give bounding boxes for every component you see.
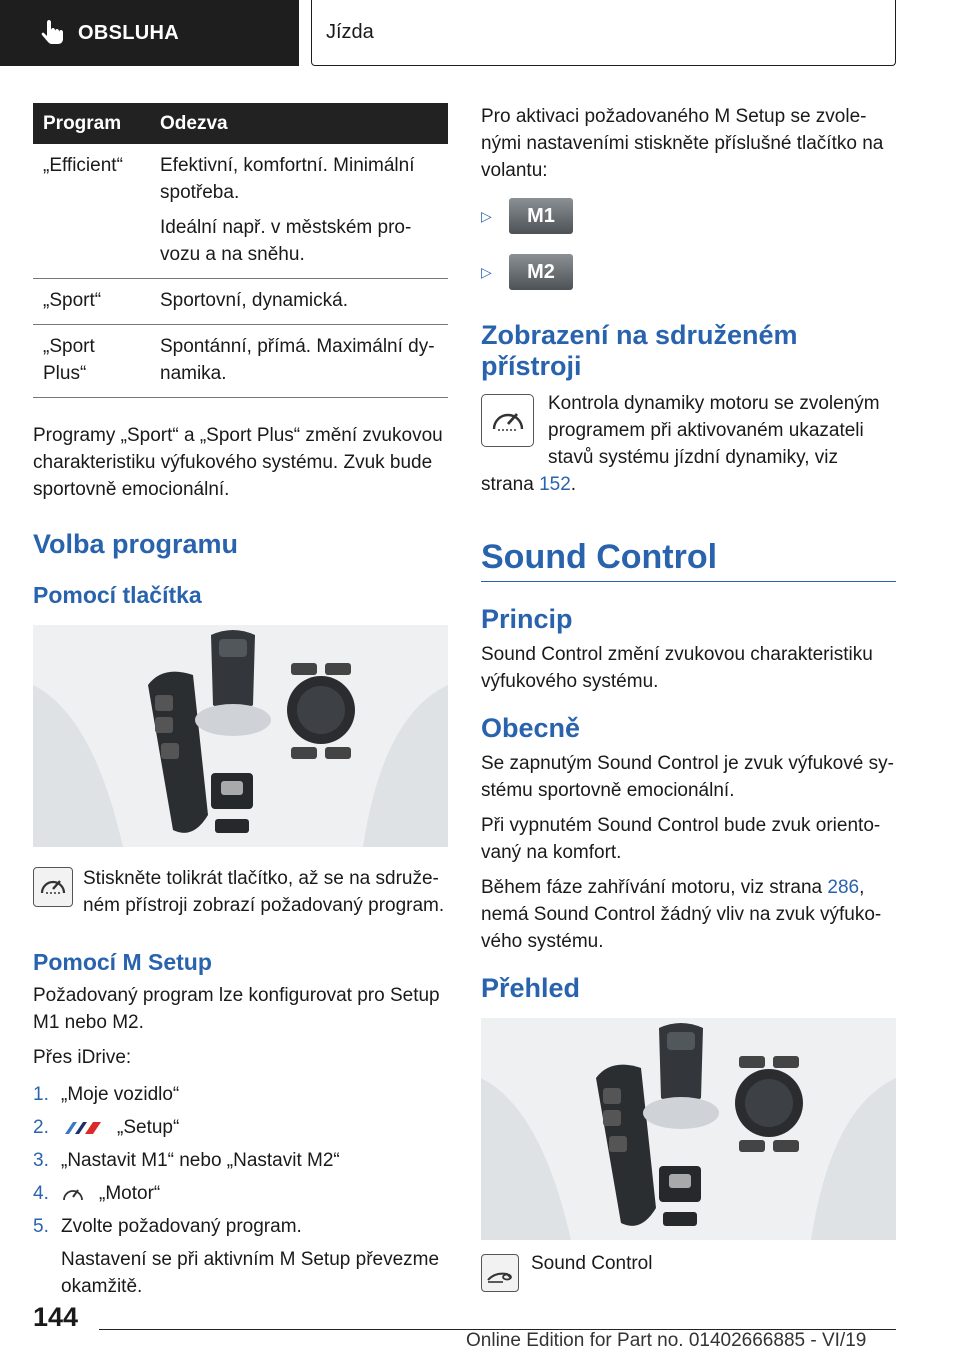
- list-item: [33, 1180, 448, 1207]
- response-text: Sportovní, dynamická.: [160, 290, 348, 311]
- button-note-text: Stiskněte tolikrát tlačítko, až se na sdruže- ném přístroji zobrazí požadovaný program.: [83, 868, 445, 916]
- sound-control-heading-block: [481, 538, 896, 582]
- m2-button-icon: [509, 254, 573, 290]
- response-text: Spontánní, přímá. Maximální dy- namika.: [160, 336, 435, 384]
- heading-overview: Přehled: [481, 973, 581, 1003]
- center-console-illustration: [481, 1018, 896, 1240]
- note-box: [481, 394, 534, 447]
- response-cell: [150, 325, 448, 398]
- right-column: [481, 103, 896, 1292]
- center-console-illustration: [33, 625, 448, 847]
- dynamic-gauge-icon: [488, 401, 528, 441]
- m2-label: M2: [527, 260, 555, 283]
- cluster-display-note: [481, 394, 896, 471]
- general-text-1: Se zapnutým Sound Control je zvuk výfukové sy- stému sportovně emocionální.: [481, 753, 894, 801]
- sound-control-icon: [485, 1258, 515, 1288]
- program-cell: „Sport“: [33, 279, 150, 325]
- note-box: [33, 867, 73, 907]
- dynamic-gauge-icon: [37, 871, 69, 903]
- heading-select-program: Volba programu: [33, 529, 239, 559]
- step-text: Zvolte požadovaný program.: [61, 1216, 302, 1237]
- general-text-3b: , nemá Sound Control žádný vliv na zvuk výfuko- vého systému.: [481, 877, 882, 952]
- heading-general: Obecně: [481, 713, 581, 743]
- steps-list: [33, 1081, 448, 1240]
- heading-sound-control: Sound Control: [481, 538, 718, 576]
- chapter-tab: [311, 0, 896, 66]
- page-link-152[interactable]: 152: [539, 474, 571, 495]
- list-item: [33, 1213, 448, 1240]
- response-text: Efektivní, komfortní. Minimální spotřeba.: [160, 155, 415, 203]
- triangle-bullet-icon: ▷: [481, 263, 492, 280]
- ref-suffix: .: [570, 474, 577, 495]
- sound-control-label: Sound Control: [531, 1253, 653, 1274]
- response-text: Ideální např. v městském pro- vozu a na sněhu.: [160, 217, 412, 265]
- cluster-display-ref: [481, 471, 896, 498]
- step-number: 2.: [33, 1117, 49, 1138]
- step-text: „Moje vozidlo“: [61, 1084, 180, 1105]
- heading-cluster-display: Zobrazení na sdruženém přístroji: [481, 320, 798, 381]
- list-item: [33, 1147, 448, 1174]
- engine-gauge-icon: [61, 1183, 85, 1205]
- general-text-3a: Během fáze zahřívání motoru, viz strana: [481, 877, 828, 898]
- step-text: „Motor“: [99, 1183, 161, 1204]
- step-number: 3.: [33, 1150, 49, 1171]
- m1-item: [481, 198, 896, 234]
- m1-label: M1: [527, 204, 555, 227]
- page-number: 144: [33, 1302, 79, 1332]
- response-cell: [150, 144, 448, 279]
- table-header-program: Program: [33, 103, 150, 144]
- response-cell: [150, 279, 448, 325]
- m2-item: [481, 254, 896, 290]
- section-title: OBSLUHA: [78, 21, 179, 44]
- edition-text: Online Edition for Part no. 01402666885 - VI/19: [466, 1330, 867, 1351]
- cluster-display-text: Kontrola dynamiky motoru se zvoleným programem při aktivovaném ukazateli stavů systému jízdní dynamiky, viz: [548, 393, 880, 468]
- list-item: [33, 1081, 448, 1108]
- program-cell: „Sport Plus“: [33, 325, 150, 398]
- program-table: [33, 103, 448, 398]
- m-stripes-icon: [61, 1118, 105, 1138]
- general-text-2: Při vypnutém Sound Control bude zvuk oriento- vaný na komfort.: [481, 815, 881, 863]
- chapter-title: Jízda: [326, 21, 374, 43]
- step-text: „Nastavit M1“ nebo „Nastavit M2“: [61, 1150, 340, 1171]
- center-console-photo-overview: [481, 1018, 896, 1240]
- left-column: [33, 103, 448, 1300]
- general-text-3: [481, 874, 896, 955]
- list-item: [33, 1114, 448, 1141]
- m1-button-icon: [509, 198, 573, 234]
- page-link-286[interactable]: 286: [827, 877, 860, 898]
- table-row: [33, 279, 448, 325]
- program-cell: „Efficient“: [33, 144, 150, 279]
- heading-by-button: Pomocí tlačítka: [33, 582, 202, 608]
- sound-control-item: [481, 1254, 896, 1292]
- step-text: „Setup“: [117, 1117, 180, 1138]
- hand-pointer-icon: [38, 18, 68, 48]
- step-number: 1.: [33, 1084, 49, 1105]
- ref-prefix: strana: [481, 474, 540, 495]
- step-number: 5.: [33, 1216, 49, 1237]
- center-console-photo: [33, 625, 448, 847]
- heading-m-setup: Pomocí M Setup: [33, 949, 212, 975]
- step5-extra-text: Nastavení se při aktivním M Setup převezme okamžitě.: [61, 1249, 440, 1297]
- activate-text: Pro aktivaci požadovaného M Setup se zvole- nými nastaveními stiskněte příslušné tlačítko na volantu:: [481, 106, 884, 181]
- principle-text: Sound Control změní zvukovou charakteristiku výfukového systému.: [481, 644, 873, 692]
- section-tab: [0, 0, 299, 66]
- table-row: [33, 325, 448, 398]
- table-row: [33, 144, 448, 279]
- idrive-label: Přes iDrive:: [33, 1047, 132, 1068]
- step-number: 4.: [33, 1183, 49, 1204]
- table-header-response: Odezva: [150, 103, 448, 144]
- note-box: [481, 1254, 519, 1292]
- heading-principle: Princip: [481, 604, 573, 634]
- button-note: [33, 867, 448, 919]
- m-setup-text: Požadovaný program lze konfigurovat pro Setup M1 nebo M2.: [33, 985, 440, 1033]
- sound-intro-text: Programy „Sport“ a „Sport Plus“ změní zvukovou charakteristiku výfukového systému. Zvuk bude sportovně emocionální.: [33, 425, 443, 500]
- triangle-bullet-icon: ▷: [481, 207, 492, 224]
